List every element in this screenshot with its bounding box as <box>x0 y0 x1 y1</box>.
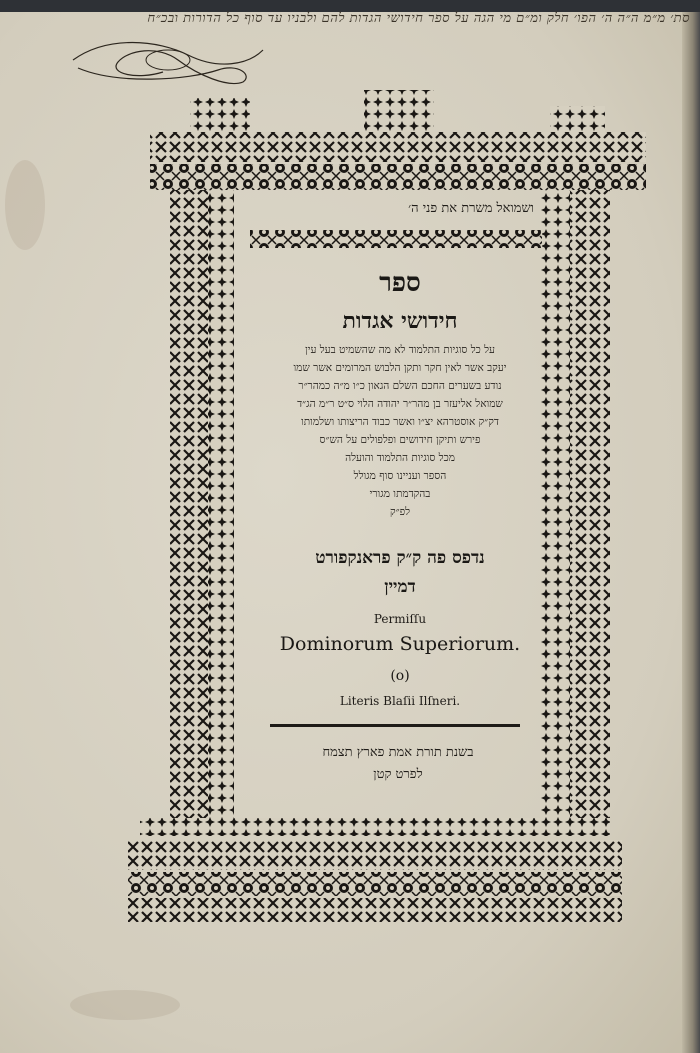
year-line: בשנת תורת אמת פארץ תצמח <box>322 745 474 760</box>
small-count-line: לפרט קטן <box>373 767 423 782</box>
description-line: מכל סוגיות התלמוד והועלה <box>345 452 455 464</box>
description-line: בהקדמתו מגורי <box>369 488 431 500</box>
book-title: חידושי אגדות <box>342 308 458 334</box>
description-line: שמואל אליעזר בן מהר״ר יהודה הלוי ס״ט ר״מ הג״ד <box>297 398 503 410</box>
printer-imprint: Literis Blaſii Ilſneri. <box>339 694 461 708</box>
handwritten-inscription: סת׳ מ״מ ה״ה ה׳ הפו׳ חלק ומ״ם מי הגה על ספר חידושי הגדות להם ולבניו עד סוף כל הדורות ובכ״ח <box>147 11 690 26</box>
sefer-heading: ספר <box>379 268 421 298</box>
description-line: הספר ועניינו סוף מגולל <box>353 470 447 482</box>
description-line: דק״ק אוסטרהא יצ״ו ואשר כבוד הריצותו ושלמותו <box>301 416 499 428</box>
description-line: נודע בשערים החכם השלם הגאון כ״ו מ״ה כמהר״ר <box>298 380 502 392</box>
description-line: לפ״ק <box>389 506 411 518</box>
permissu-text: Permiſſu <box>373 612 427 626</box>
top-verse-line: ושמואל משרת את פני ה׳ <box>408 201 534 216</box>
printer-ornament: (o) <box>390 668 410 684</box>
printed-place-line: נדפס פה ק״ק פראנקפורט <box>315 548 485 568</box>
dominorum-text: Dominorum Superiorum. <box>279 633 521 655</box>
description-line: יעקב אשר לאין חקר ותקן הלבוש המרומים אשר שמו <box>293 362 507 374</box>
description-line: על כל סוגיות התלמוד לא מה שהשמיט בעל עין <box>305 344 495 356</box>
city-line: דמיין <box>384 577 416 597</box>
description-line: פירש ותיקן חידושים ופלפולים על הש״ס <box>319 434 481 446</box>
divider-rule <box>270 724 520 727</box>
